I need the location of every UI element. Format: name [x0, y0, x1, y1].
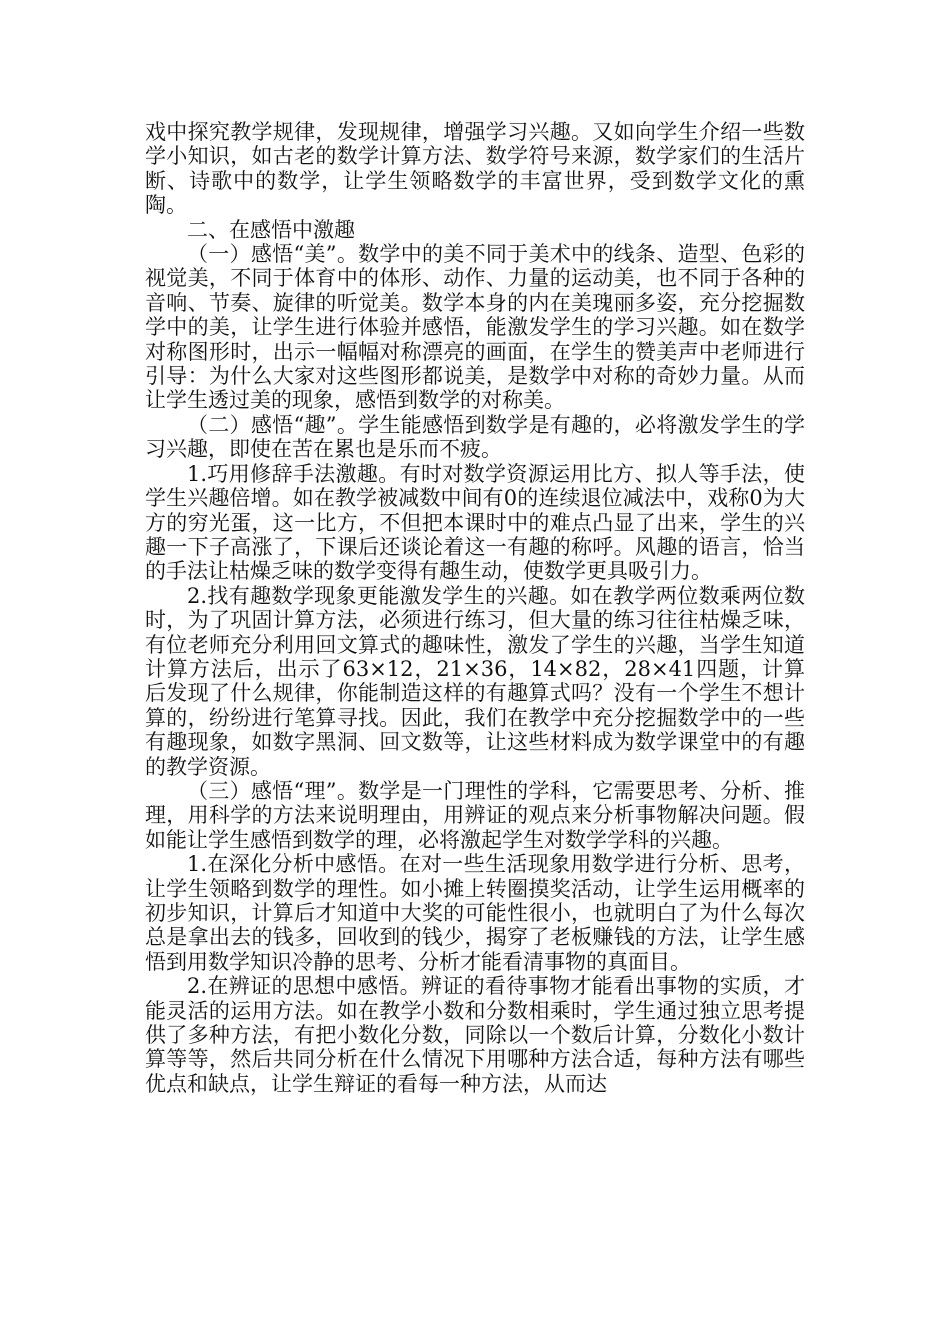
paragraph-reason: （三）感悟“理”。数学是一门理性的学科，它需要思考、分析、推理，用科学的方法来说明理由，用辨证的观点来分析事物解决问题。假如能让学生感悟到数学的理，必将激起学生对数学学科的兴趣。 [145, 778, 805, 852]
document-body [145, 120, 805, 1096]
paragraph-dialectic: 2.在辨证的思想中感悟。辨证的看待事物才能看出事物的实质，才能灵活的运用方法。如在教学小数和分数相乘时，学生通过独立思考提供了多种方法，有把小数化分数，同除以一个数后计算，分数化小数计算等等，然后共同分析在什么情况下用哪种方法合适，每种方法有哪些优点和缺点，让学生辩证的看每一种方法，从而达 [145, 974, 805, 1096]
paragraph-intro-continued: 戏中探究教学规律，发现规律，增强学习兴趣。又如向学生介绍一些数学小知识，如古老的数学计算方法、数学符号来源，数学家们的生活片断、诗歌中的数学，让学生领略数学的丰富世界，受到数学文化的熏陶。 [145, 120, 805, 218]
paragraph-interest: （二）感悟“趣”。学生能感悟到数学是有趣的，必将激发学生的学习兴趣，即使在苦在累也是乐而不疲。 [145, 412, 805, 462]
paragraph-beauty: （一）感悟“美”。数学中的美不同于美术中的线条、造型、色彩的视觉美，不同于体育中的体形、动作、力量的运动美，也不同于各种的音响、节奏、旋律的听觉美。数学本身的内在美瑰丽多姿，充分挖掘数学中的美，让学生进行体验并感悟，能激发学生的学习兴趣。如在数学对称图形时，出示一幅幅对称漂亮的画面，在学生的赞美声中老师进行引导：为什么大家对这些图形都说美，是数学中对称的奇妙力量。从而让学生透过美的现象，感悟到数学的对称美。 [145, 242, 805, 413]
section-heading: 二、在感悟中激趣 [187, 217, 355, 242]
paragraph-phenomena: 2.找有趣数学现象更能激发学生的兴趣。如在教学两位数乘两位数时，为了巩固计算方法，必须进行练习，但大量的练习往往枯燥乏味，有位老师充分利用回文算式的趣味性，激发了学生的兴趣，当学生知道计算方法后，出示了63×12，21×36，14×82，28×41四题，计算后发现了什么规律，你能制造这样的有趣算式吗？没有一个学生不想计算的，纷纷进行笔算寻找。因此，我们在教学中充分挖掘数学中的一些有趣现象，如数字黑洞、回文数等，让这些材料成为数学课堂中的有趣的教学资源。 [145, 583, 805, 779]
paragraph-analysis: 1.在深化分析中感悟。在对一些生活现象用数学进行分析、思考，让学生领略到数学的理性。如小摊上转圈摸奖活动，让学生运用概率的初步知识，计算后才知道中大奖的可能性很小，也就明白了为什么每次总是拿出去的钱多，回收到的钱少，揭穿了老板赚钱的方法，让学生感悟到用数学知识冷静的思考、分析才能看清事物的真面目。 [145, 852, 805, 974]
paragraph-rhetoric: 1.巧用修辞手法激趣。有时对数学资源运用比方、拟人等手法，使学生兴趣倍增。如在教学被减数中间有0的连续退位减法中，戏称0为大方的穷光蛋，这一比方，不但把本课时中的难点凸显了出来，学生的兴趣一下子高涨了，下课后还谈论着这一有趣的称呼。风趣的语言，恰当的手法让枯燥乏味的数学变得有趣生动，使数学更具吸引力。 [145, 461, 805, 584]
